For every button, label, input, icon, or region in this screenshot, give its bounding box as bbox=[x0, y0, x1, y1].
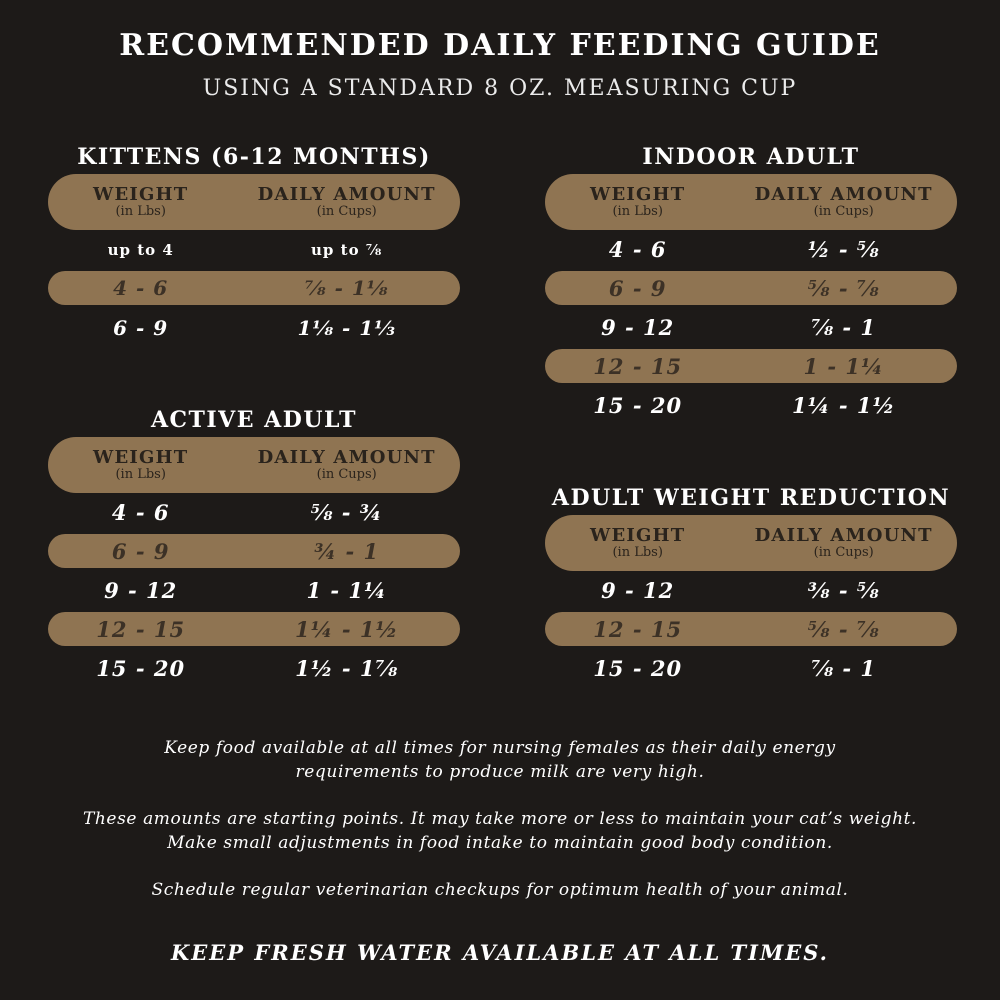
weight-cell: up to 4 bbox=[107, 240, 174, 259]
weight-cell: 9 - 12 bbox=[104, 578, 178, 603]
weight-reduction-table bbox=[545, 481, 957, 688]
weight-cell: 4 - 6 bbox=[113, 276, 169, 300]
starting-points-note bbox=[40, 807, 960, 855]
amount-cell: ⅞ - 1 bbox=[811, 656, 877, 681]
weight-label: WEIGHT bbox=[93, 446, 189, 468]
table-header bbox=[48, 174, 460, 230]
amount-header bbox=[233, 185, 460, 219]
weight-cell: 9 - 12 bbox=[601, 578, 675, 603]
weight-cell: 15 - 20 bbox=[593, 393, 683, 418]
amount-unit: (in Cups) bbox=[813, 203, 874, 219]
weight-cell: 6 - 9 bbox=[111, 538, 170, 564]
table-row bbox=[545, 386, 957, 425]
note-line: These amounts are starting points. It may take more or less to maintain your cat’s weight. bbox=[82, 809, 918, 829]
table-row bbox=[545, 612, 957, 646]
table-row bbox=[545, 349, 957, 383]
weight-unit: (in Lbs) bbox=[115, 203, 166, 219]
amount-cell: ⅜ - ⅝ bbox=[807, 578, 880, 603]
kittens-title: KITTENS (6-12 MONTHS) bbox=[77, 144, 431, 170]
amount-cell: ⅞ - 1 bbox=[811, 315, 877, 340]
weight-cell: 6 - 9 bbox=[608, 275, 667, 301]
weight-unit: (in Lbs) bbox=[612, 544, 663, 560]
weight-cell: 12 - 15 bbox=[593, 353, 683, 379]
table-row bbox=[545, 571, 957, 610]
amount-cell: 1 - 1¼ bbox=[306, 578, 387, 603]
weight-cell: 6 - 9 bbox=[113, 315, 169, 340]
table-row bbox=[48, 649, 460, 688]
table-row bbox=[545, 271, 957, 305]
amount-cell: ½ - ⅝ bbox=[807, 237, 880, 262]
note-line: Make small adjustments in food intake to maintain good body condition. bbox=[167, 833, 833, 853]
water-footer: KEEP FRESH WATER AVAILABLE AT ALL TIMES. bbox=[171, 940, 829, 965]
amount-unit: (in Cups) bbox=[316, 466, 377, 482]
table-row bbox=[48, 493, 460, 532]
weight-unit: (in Lbs) bbox=[115, 466, 166, 482]
table-header bbox=[48, 437, 460, 493]
reduction-title: ADULT WEIGHT REDUCTION bbox=[551, 485, 951, 511]
amount-cell: ⅝ - ¾ bbox=[310, 500, 383, 525]
table-row bbox=[48, 612, 460, 646]
amount-cell: ¾ - 1 bbox=[314, 538, 380, 564]
table-row bbox=[48, 308, 460, 347]
weight-label: WEIGHT bbox=[590, 524, 686, 546]
table-row bbox=[48, 571, 460, 610]
note-line: Keep food available at all times for nursing females as their daily energy bbox=[164, 738, 836, 758]
amount-header bbox=[730, 526, 957, 560]
table-row bbox=[48, 534, 460, 568]
amount-cell: 1⅛ - 1⅓ bbox=[297, 315, 396, 340]
table-header bbox=[545, 515, 957, 571]
amount-unit: (in Cups) bbox=[813, 544, 874, 560]
checkup-note bbox=[40, 878, 960, 902]
weight-cell: 15 - 20 bbox=[96, 656, 186, 681]
indoor-title: INDOOR ADULT bbox=[642, 144, 860, 170]
table-header bbox=[545, 174, 957, 230]
amount-cell: up to ⅞ bbox=[311, 240, 383, 259]
page-subtitle: USING A STANDARD 8 OZ. MEASURING CUP bbox=[202, 76, 798, 101]
weight-header bbox=[48, 448, 233, 482]
weight-cell: 12 - 15 bbox=[593, 616, 683, 642]
table-row bbox=[48, 271, 460, 305]
kittens-table bbox=[48, 140, 460, 347]
amount-cell: ⅝ - ⅞ bbox=[807, 616, 880, 642]
weight-header bbox=[545, 185, 730, 219]
note-line: Schedule regular veterinarian checkups for optimum health of your animal. bbox=[151, 880, 849, 900]
weight-cell: 15 - 20 bbox=[593, 656, 683, 681]
feeding-notes bbox=[40, 736, 960, 925]
amount-cell: 1¼ - 1½ bbox=[295, 616, 399, 642]
amount-label: DAILY AMOUNT bbox=[257, 183, 436, 205]
indoor-adult-table bbox=[545, 140, 957, 425]
weight-header bbox=[48, 185, 233, 219]
amount-cell: 1½ - 1⅞ bbox=[295, 656, 399, 681]
nursing-note bbox=[40, 736, 960, 784]
amount-label: DAILY AMOUNT bbox=[754, 524, 933, 546]
table-row bbox=[545, 649, 957, 688]
table-row bbox=[545, 230, 957, 269]
amount-label: DAILY AMOUNT bbox=[754, 183, 933, 205]
weight-label: WEIGHT bbox=[590, 183, 686, 205]
weight-cell: 4 - 6 bbox=[111, 500, 170, 525]
amount-header bbox=[730, 185, 957, 219]
amount-unit: (in Cups) bbox=[316, 203, 377, 219]
table-row bbox=[48, 230, 460, 269]
weight-cell: 12 - 15 bbox=[96, 616, 186, 642]
amount-cell: ⅞ - 1⅛ bbox=[304, 276, 389, 300]
amount-label: DAILY AMOUNT bbox=[257, 446, 436, 468]
weight-header bbox=[545, 526, 730, 560]
weight-label: WEIGHT bbox=[93, 183, 189, 205]
amount-header bbox=[233, 448, 460, 482]
page-title: RECOMMENDED DAILY FEEDING GUIDE bbox=[119, 28, 881, 63]
active-adult-table bbox=[48, 403, 460, 688]
weight-cell: 9 - 12 bbox=[601, 315, 675, 340]
weight-unit: (in Lbs) bbox=[612, 203, 663, 219]
amount-cell: 1¼ - 1½ bbox=[792, 393, 896, 418]
amount-cell: 1 - 1¼ bbox=[803, 353, 884, 379]
weight-cell: 4 - 6 bbox=[608, 237, 667, 262]
note-line: requirements to produce milk are very high. bbox=[295, 762, 705, 782]
table-row bbox=[545, 308, 957, 347]
active-title: ACTIVE ADULT bbox=[150, 407, 358, 433]
amount-cell: ⅝ - ⅞ bbox=[807, 275, 880, 301]
